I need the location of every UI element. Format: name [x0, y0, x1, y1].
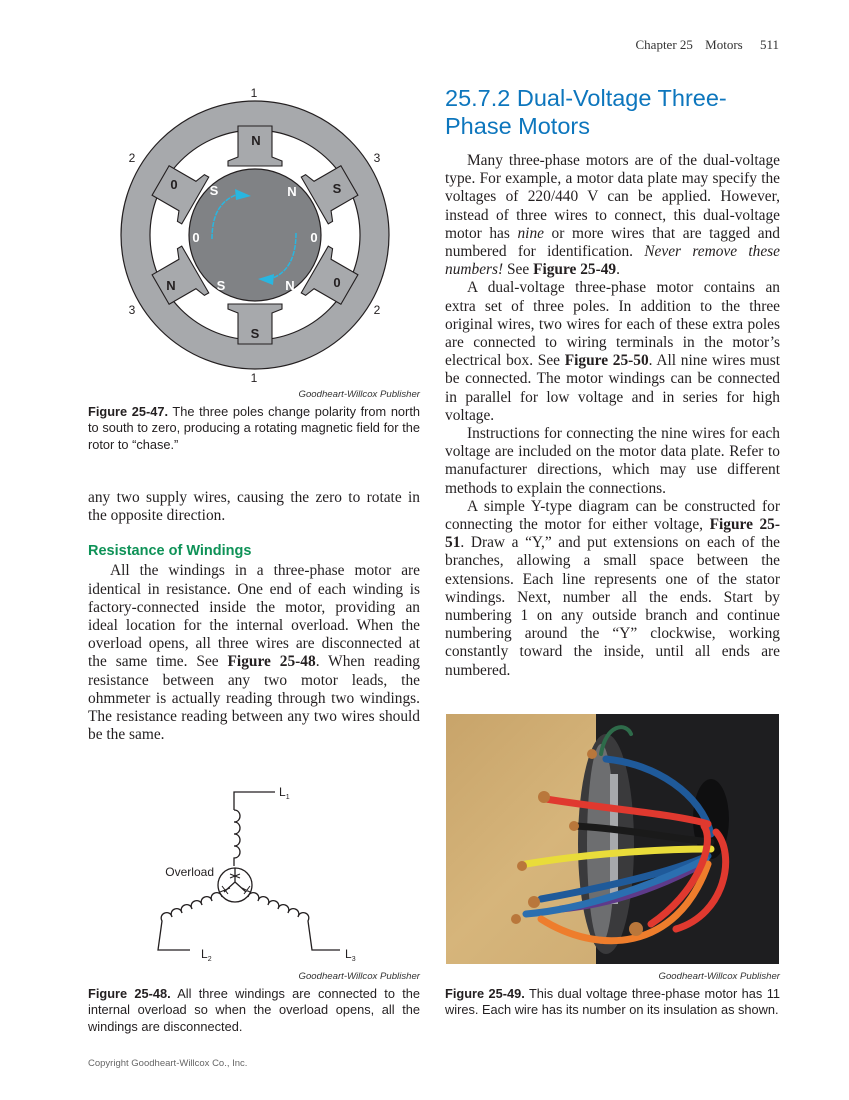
caption-text: This dual voltage three-phase motor has 11 wires. Each wire has its number on its insulation as shown. [445, 986, 780, 1018]
lead-l2-label [201, 947, 212, 963]
right-body [445, 84, 780, 680]
caption-text: All three windings are connected to the internal overload so when the overload opens, all the windings are disconnected. [88, 986, 420, 1034]
figure-25-47-caption-block [88, 389, 420, 453]
paragraph-y-diagram [445, 498, 780, 680]
left-body [88, 489, 420, 744]
emphasis: nine [517, 224, 544, 242]
winding-3 [248, 893, 340, 950]
terminal-label-upper-right: 3 [373, 151, 381, 165]
terminal-label-lower-right: 2 [373, 303, 381, 317]
pole-label-top: N [251, 133, 261, 148]
lead-l1-wire [234, 792, 275, 810]
lead-l1-label [279, 785, 290, 801]
text-run: Many three-phase motors are of the dual-voltage type. For example, a motor data plate may specify the voltages of 220/440 V can be applied. However, instead of three wires to connect, this dual-voltage motor has [445, 152, 780, 242]
chapter-label: Chapter 25 [635, 37, 693, 52]
lead-subscript: 2 [207, 956, 212, 963]
figure-credit: Goodheart-Willcox Publisher [298, 389, 420, 400]
text-run: . When reading resistance between any two motor leads, the ohmmeter is actually reading through two windings. The resistance reading between any two wires should be the same. [88, 653, 420, 744]
running-head [627, 37, 780, 53]
rotor-label-upper-right: N [287, 184, 297, 199]
copyright-footer: Copyright Goodheart-Willcox Co., Inc. [88, 1058, 248, 1069]
resistance-paragraph [88, 562, 420, 744]
paragraph-extra-poles [445, 279, 780, 425]
figure-caption [88, 986, 420, 1035]
overload-label: Overload [165, 865, 214, 879]
rotor-label-lower-right: N [285, 278, 295, 293]
figure-25-49-caption-block [445, 971, 780, 1019]
text-run: . [616, 261, 620, 279]
text-run: . All nine wires must be connected. The motor windings can be connected in parallel for low voltage and in series for high voltage. [445, 352, 780, 424]
pole-label-lower-left: N [166, 278, 176, 293]
figure-credit: Goodheart-Willcox Publisher [298, 971, 420, 982]
figure-credit: Goodheart-Willcox Publisher [658, 971, 780, 982]
lead-l3-label [345, 947, 356, 963]
section-title: 25.7.2 Dual-Voltage Three-Phase Motors [445, 85, 727, 139]
y-winding-diagram [140, 778, 380, 968]
lead-letter: L [345, 947, 352, 961]
winding-1 [234, 810, 240, 866]
figure-label: Figure 25-48. [88, 986, 171, 1001]
rotor-label-lower-left: S [216, 278, 226, 293]
lead-letter: L [279, 785, 286, 799]
figure-caption [88, 404, 420, 453]
lead-letter: L [201, 947, 208, 961]
rotor-label-right: 0 [310, 230, 318, 245]
paragraph-dual-voltage-intro [445, 152, 780, 279]
pole-label-bottom: S [250, 326, 260, 341]
paragraph-instructions: Instructions for connecting the nine wires for each voltage are included on the motor data plate. Refer to manufacturer directions, which may use different methods to explain the connections. [445, 425, 780, 497]
text-run: . Draw a “Y,” and put extensions on each of the branches, allowing a small space between the extensions. Each line represents one of the stator windings. Next, number all the ends. Start by numbering 1 on any outside branch and continue numbering around the “Y” clockwise, working constantly toward the inside, until all ends are numbered. [445, 534, 780, 679]
continuation-paragraph: any two supply wires, causing the zero to rotate in the opposite direction. [88, 489, 420, 525]
figure-25-47 [110, 82, 420, 382]
figure-reference: Figure 25-51 [445, 516, 780, 552]
text-run: All the windings in a three-phase motor are identical in resistance. One end of each winding is factory-connected inside the motor, providing an ideal location for the internal overload. When the overload opens, all three wires are disconnected at the same time. See [88, 562, 420, 671]
figure-reference: Figure 25-50 [564, 352, 649, 370]
rotor-label-upper-left: S [209, 183, 219, 198]
text-run: A simple Y-type diagram can be constructed for connecting the motor for either voltage, [445, 497, 780, 534]
figure-25-48-caption-block [88, 971, 420, 1035]
pole-label-upper-left: 0 [170, 177, 178, 192]
terminal-label-lower-left: 3 [128, 303, 136, 317]
terminal-label-upper-left: 2 [128, 151, 136, 165]
text-run: or more wires that are tagged and numbered for identification. [445, 224, 780, 261]
emphasis-warning: Never remove these numbers! [445, 243, 780, 279]
figure-25-48 [140, 778, 380, 968]
figure-label: Figure 25-49. [445, 986, 525, 1001]
lead-subscript: 3 [351, 956, 356, 963]
lead-subscript: 1 [285, 794, 290, 801]
figure-reference: Figure 25-49 [533, 261, 617, 279]
chapter-title: Motors [705, 37, 743, 52]
winding-2 [158, 893, 222, 950]
pole-label-lower-right: 0 [333, 275, 341, 290]
stator-rotor-diagram [110, 82, 420, 382]
terminal-label-bottom: 1 [250, 371, 258, 382]
subhead-resistance-of-windings: Resistance of Windings [88, 543, 252, 560]
figure-caption [445, 986, 780, 1019]
caption-text: The three poles change polarity from north to south to zero, producing a rotating magnetic field for the rotor to “chase.” [88, 404, 420, 452]
figure-reference: Figure 25-48 [227, 653, 316, 671]
pole-label-upper-right: S [332, 181, 342, 196]
terminal-label-top: 1 [250, 86, 258, 100]
page-number: 511 [759, 37, 779, 52]
motor-wires-photo [446, 714, 779, 964]
figure-label: Figure 25-47. [88, 404, 169, 419]
text-run: See [503, 261, 534, 279]
text-run: A dual-voltage three-phase motor contains an extra set of three poles. In addition to the three original wires, two wires for each of these extra poles are connected to wiring terminals in the motor’s electrical box. See [445, 279, 780, 370]
rotor-label-left: 0 [192, 230, 200, 245]
figure-25-49-photo [446, 714, 779, 964]
